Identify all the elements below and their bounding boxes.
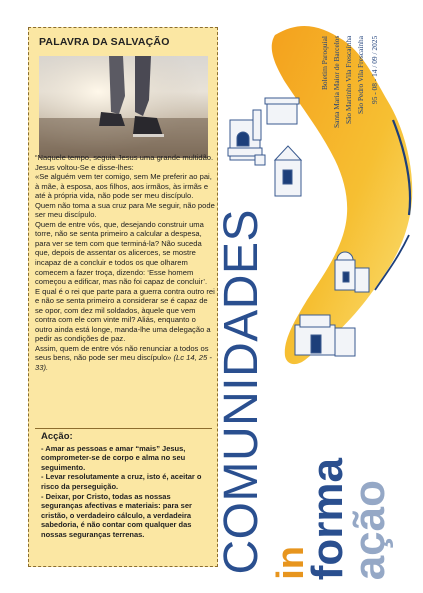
title-word-forma: forma — [303, 457, 352, 580]
walking-feet-photo — [39, 56, 208, 158]
gospel-reference: (Lc 14, 25 - 33). — [35, 353, 212, 373]
gospel-paragraph: “Naquele tempo, seguia Jesus uma grande multidão. — [35, 153, 214, 162]
title-word-acao: ação — [345, 479, 394, 580]
gospel-paragraph: Quem não toma a sua cruz para Me seguir, não pode ser meu discípulo. — [35, 200, 215, 220]
gospel-paragraph: Quem de entre vós, que, desejando construir uma torre, não se senta primeiro a calcular a despesa, para ver se tem com que terminá-la? Não suceda que, depois de assentar os alicerces, se mostre incapaz de a concluir e todos os que olharem comecem a fazer troça, dizendo: ‘Esse homem começou a edificar, mas não foi capaz de concluir’. — [35, 219, 208, 287]
action-item: - Levar resolutamente a cruz, isto é, aceitar o risco da perseguição. — [41, 472, 202, 491]
gospel-panel — [28, 27, 218, 567]
gospel-paragraph-last — [35, 344, 215, 373]
action-item: - Deixar, por Cristo, todas as nossas seguranças afectivas e materiais: para ser cristão, o verdadeiro cálculo, a verdadeira sabedoria, é não contar com qualquer das nossas seguranças terrenas. — [41, 491, 192, 539]
masthead — [318, 36, 398, 296]
gospel-paragraph: E qual é o rei que parte para a guerra contra outro rei e não se senta primeiro a considerar se é capaz de se opor, com dez mil soldados, àquele que vem contra com ele com vinte mil? Aliás, enquanto o outro ainda está longe, manda-lhe uma delegação a pedir as condições de paz. — [35, 286, 215, 344]
title-main-text: COMUNIDADES — [215, 209, 268, 575]
gospel-paragraph: «Se alguém vem ter comigo, sem Me preferir ao pai, à mãe, à esposa, aos filhos, aos irmãos, às irmãs e até à própria vida, não pode ser meu discípulo. — [35, 172, 212, 201]
action-item: - Amar as pessoas e amar “mais” Jesus, comprometer-se de corpo e alma no seu seguimento. — [41, 443, 186, 472]
action-section — [41, 432, 213, 540]
parish-line: São Martinho Vila Frescaínha — [344, 36, 353, 125]
action-title: Acção: — [41, 431, 73, 442]
title-word-in: in — [270, 546, 312, 580]
title-comunidades — [212, 209, 272, 575]
walking-feet-illustration — [39, 56, 208, 158]
parish-line: São Pedro Vila Frescaínha — [356, 36, 365, 115]
title-informacao — [270, 420, 394, 580]
bulletin-name: Boletim Paroquial — [320, 36, 329, 90]
issue-date: 95 - 08 - 14 / 09 / 2025 — [370, 36, 379, 105]
parish-line: Santa Maria Maior de Barcelos — [332, 36, 341, 129]
gospel-text — [35, 153, 215, 373]
gospel-paragraph-text: Assim, quem de entre vós não renunciar a todos os seus bens, não pode ser meu discípulo» — [35, 343, 209, 363]
gospel-paragraph: Jesus voltou-Se e disse-lhes: — [35, 162, 134, 172]
panel-title: PALAVRA DA SALVAÇÃO — [39, 36, 170, 48]
divider — [35, 428, 212, 429]
